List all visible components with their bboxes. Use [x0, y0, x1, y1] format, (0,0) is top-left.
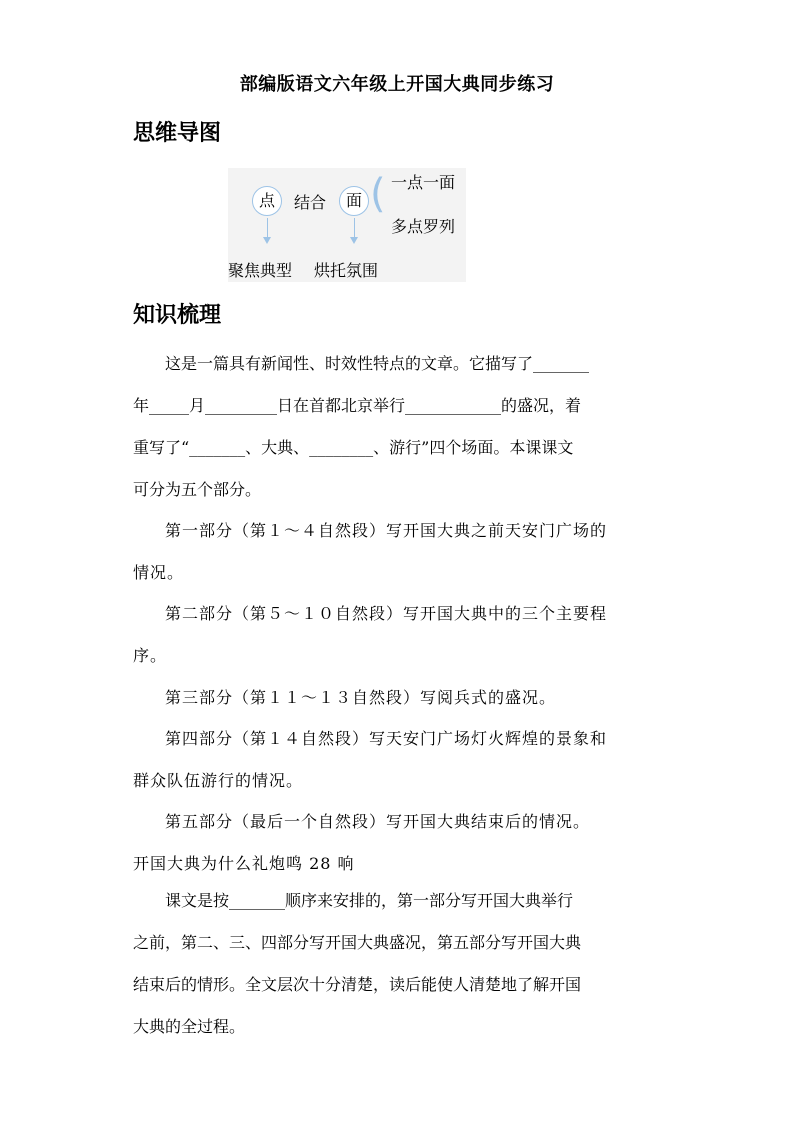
paragraph-line: 可分为五个部分。 [133, 480, 262, 499]
question-line: 开国大典为什么礼炮鸣 28 响 [133, 854, 355, 873]
paragraph-part-1 [133, 510, 663, 594]
mindmap-branch-1: 一点一面 [391, 173, 456, 192]
paragraph-line: 大典的全过程。 [133, 1017, 246, 1036]
mindmap-arrow-point [267, 218, 268, 238]
paragraph-line: 这是一篇具有新闻性、时效性特点的文章。它描写了_______ [165, 354, 590, 373]
mindmap-branch-2: 多点罗列 [391, 217, 456, 236]
mindmap-label-surface: 烘托氛围 [314, 261, 379, 280]
paragraph-part-2 [133, 593, 663, 677]
paragraph-line: 年_____月_________日在首都北京举行____________的盛况，着 [133, 396, 582, 415]
mindmap-brace: ( [370, 171, 386, 217]
paragraph-part-3 [133, 677, 663, 719]
mindmap-node-point: 点 [252, 186, 282, 216]
paragraph-line: 第一部分（第１～４自然段）写开国大典之前天安门广场的 [165, 521, 608, 540]
section-heading-mindmap: 思维导图 [133, 121, 222, 146]
paragraph-part-5 [133, 801, 663, 843]
paragraph-line: 序。 [133, 646, 168, 665]
paragraph-line: 第四部分（第１４自然段）写天安门广场灯火辉煌的景象和 [165, 729, 608, 748]
paragraph-line: 第三部分（第１１～１３自然段）写阅兵式的盛况。 [165, 688, 557, 707]
paragraph-structure [133, 880, 663, 1048]
page-title: 部编版语文六年级上开国大典同步练习 [239, 74, 555, 95]
mindmap-arrowhead-surface [350, 237, 358, 244]
paragraph-line: 第二部分（第５～１０自然段）写开国大典中的三个主要程 [165, 604, 608, 623]
paragraph-line: 之前，第二、三、四部分写开国大典盛况，第五部分写开国大典 [133, 933, 582, 952]
mindmap-diagram [228, 168, 466, 282]
paragraph-line: 结束后的情形。全文层次十分清楚，读后能使人清楚地了解开国 [133, 975, 582, 994]
section-heading-knowledge: 知识梳理 [133, 303, 222, 328]
mindmap-connector: 结合 [294, 193, 327, 212]
mindmap-arrow-surface [354, 218, 355, 238]
paragraph-line: 课文是按_______顺序来安排的，第一部分写开国大典举行 [165, 891, 574, 910]
mindmap-node-surface: 面 [339, 186, 369, 216]
paragraph-intro [133, 343, 663, 511]
paragraph-line: 群众队伍游行的情况。 [133, 771, 304, 790]
mindmap-arrowhead-point [263, 237, 271, 244]
mindmap-label-point: 聚焦典型 [228, 261, 293, 280]
paragraph-line: 情况。 [133, 563, 185, 582]
paragraph-part-4 [133, 718, 663, 802]
paragraph-line: 第五部分（最后一个自然段）写开国大典结束后的情况。 [165, 812, 591, 831]
paragraph-line: 重写了“_______、大典、________、游行”四个场面。本课课文 [133, 438, 574, 457]
